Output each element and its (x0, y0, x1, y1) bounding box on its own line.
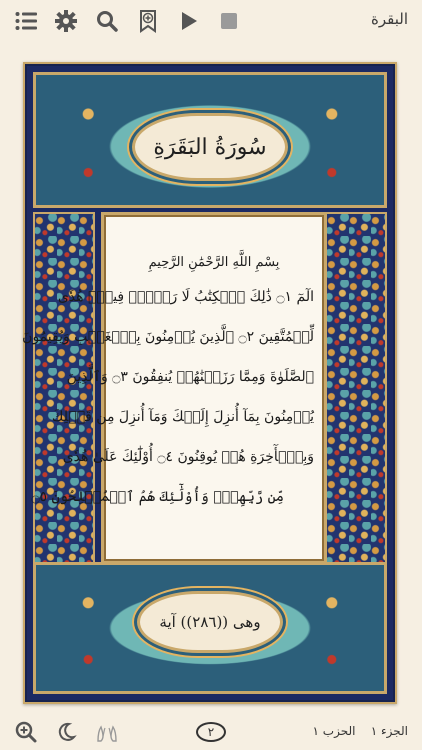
top-toolbar (0, 0, 422, 42)
right-side-ornament (325, 212, 387, 564)
page-number[interactable]: ٢ (196, 722, 226, 742)
verse-text-area[interactable] (22, 212, 327, 564)
hizb-label: الحزب ١ (312, 724, 356, 738)
play-icon[interactable] (177, 9, 201, 33)
basmala: بِسْمِ اللَّهِ الرَّحْمَٰنِ الرَّحِيمِ (148, 255, 280, 270)
zoom-in-icon[interactable] (14, 720, 38, 744)
stop-icon[interactable] (217, 9, 241, 33)
list-icon[interactable] (14, 9, 38, 33)
juz-label: الجزء ١ (370, 724, 408, 738)
gear-icon[interactable] (54, 9, 78, 33)
mushaf-page[interactable] (23, 62, 397, 704)
verse-line[interactable]: وَبِٱلۡأٓخِرَةِ هُمۡ يُوقِنُونَ ۝٤ أُوْلَٰٓئِكَ عَلَىٰ هُدٗى (62, 449, 314, 465)
bookmark-add-icon[interactable] (136, 9, 160, 33)
hands-icon[interactable] (95, 720, 119, 744)
verse-line[interactable]: لِّلۡمُتَّقِينَ ۝٢ ٱلَّذِينَ يُؤۡمِنُونَ بِٱلۡغَيۡبِ وَيُقِيمُونَ (22, 329, 314, 345)
surah-name: سُورَةُ البَقَرَةِ (153, 134, 267, 160)
footer-ornament-panel (33, 562, 387, 694)
ayah-count: وهى ((٢٨٦)) آية (159, 613, 261, 631)
verse-line[interactable]: مِّن رَّبِّهِمۡۖ وَأُوْلَٰٓئِكَ هُمُ ٱلۡمُفۡلِحُونَ ۝٥ (31, 489, 284, 505)
left-side-ornament (33, 212, 95, 564)
verse-line[interactable]: يُؤۡمِنُونَ بِمَآ أُنزِلَ إِلَيۡكَ وَمَآ أُنزِلَ مِن قَبۡلِكَ (51, 409, 314, 425)
ayah-count-cartouche (137, 591, 283, 653)
search-icon[interactable] (95, 9, 119, 33)
surah-title: البقرة (371, 10, 408, 28)
page-border (22, 66, 393, 700)
header-ornament-panel (33, 72, 387, 208)
surah-name-cartouche (132, 113, 288, 181)
verse-line[interactable]: الٓمٓ ۝١ ذَٰلِكَ ٱلۡكِتَٰبُ لَا رَيۡبَۛ فِيهِۛ هُدٗى (57, 289, 314, 305)
moon-icon[interactable] (54, 720, 78, 744)
verse-line[interactable]: ٱلصَّلَوٰةَ وَمِمَّا رَزَقۡنَٰهُمۡ يُنفِقُونَ ۝٣ وَٱلَّذِينَ (66, 369, 314, 385)
juz-hizb-info (313, 724, 408, 738)
